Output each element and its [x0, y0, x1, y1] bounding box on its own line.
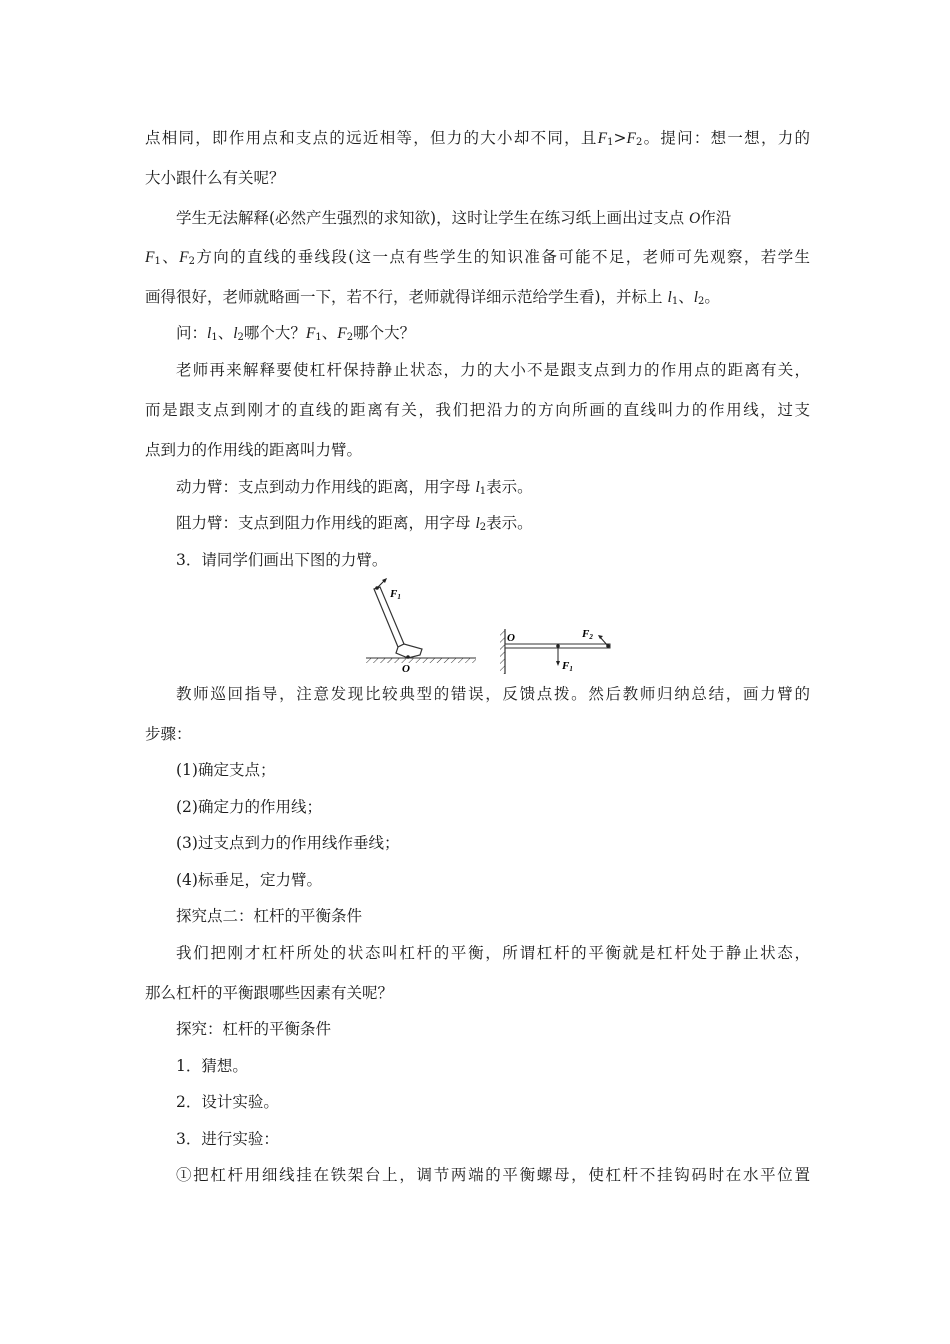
pivot-point	[406, 655, 410, 659]
list-item: 3．进行实验：	[176, 1130, 279, 1148]
section-heading: 探究点二：杠杆的平衡条件	[176, 907, 363, 925]
paragraph-line: 我们把刚才杠杆所处的状态叫杠杆的平衡，所谓杠杆的平衡就是杠杆处于静止状态，	[176, 944, 810, 962]
paragraph-line: $F_1$、$F_2$方向的直线的垂线段(这一点有些学生的知识准备可能不足，老师可先观察，若学生	[145, 248, 810, 267]
label-f1: F1	[390, 588, 401, 601]
paragraph-line: 3．请同学们画出下图的力臂。	[176, 551, 388, 569]
list-item: (1)确定支点；	[176, 761, 276, 779]
paragraph-line: 那么杠杆的平衡跟哪些因素有关呢？	[145, 984, 394, 1002]
left-lever	[366, 578, 476, 675]
label-f1: F1	[562, 660, 573, 673]
label-o: O	[507, 632, 515, 644]
paragraph-line: 学生无法解释(必然产生强烈的求知欲)，这时让学生在练习纸上画出过支点 O作沿	[176, 209, 732, 227]
right-lever	[500, 628, 610, 674]
lever-diagram	[360, 577, 620, 677]
paragraph-line: 探究：杠杆的平衡条件	[176, 1020, 332, 1038]
wall-hatch	[500, 629, 505, 674]
list-item: (3)过支点到力的作用线作垂线；	[176, 834, 400, 852]
label-o: O	[402, 663, 410, 675]
list-item: 2．设计实验。	[176, 1093, 279, 1111]
paragraph-line: 而是跟支点到刚才的直线的距离有关，我们把沿力的方向所画的直线叫力的作用线，过支	[145, 401, 810, 419]
paragraph-line: 阻力臂：支点到阻力作用线的距离，用字母 $l_2$表示。	[176, 514, 533, 533]
paragraph-line: ①把杠杆用细线挂在铁架台上，调节两端的平衡螺母，使杠杆不挂钩码时在水平位置	[176, 1166, 810, 1184]
list-item: 1．猜想。	[176, 1057, 248, 1075]
paragraph-line: 点到力的作用线的距离叫力臂。	[145, 441, 363, 459]
list-item: (2)确定力的作用线；	[176, 798, 322, 816]
list-item: (4)标垂足，定力臂。	[176, 871, 322, 889]
label-f2: F2	[582, 628, 593, 641]
paragraph-line: 问：$l_1$、$l_2$哪个大？$F_1$、$F_2$哪个大？	[176, 324, 416, 343]
paragraph-line: 教师巡回指导，注意发现比较典型的错误，反馈点拨。然后教师归纳总结，画力臂的	[176, 685, 810, 703]
paragraph-line: 步骤：	[145, 725, 192, 743]
ground-hatch	[366, 658, 476, 663]
paragraph-line: 大小跟什么有关呢？	[145, 169, 285, 187]
paragraph-line: 画得很好，老师就略画一下，若不行，老师就得详细示范给学生看)，并标上 $l_1$、$l_2$。	[145, 288, 720, 307]
paragraph-line: 老师再来解释要使杠杆保持静止状态，力的大小不是跟支点到力的作用点的距离有关，	[176, 361, 810, 379]
lever-figure	[360, 577, 620, 677]
paragraph-line: 动力臂：支点到动力作用线的距离，用字母 $l_1$表示。	[176, 478, 533, 497]
paragraph-line: 点相同，即作用点和支点的远近相等，但力的大小却不同，且$F_1>F_2$。提问：想一想，力的	[145, 129, 810, 148]
